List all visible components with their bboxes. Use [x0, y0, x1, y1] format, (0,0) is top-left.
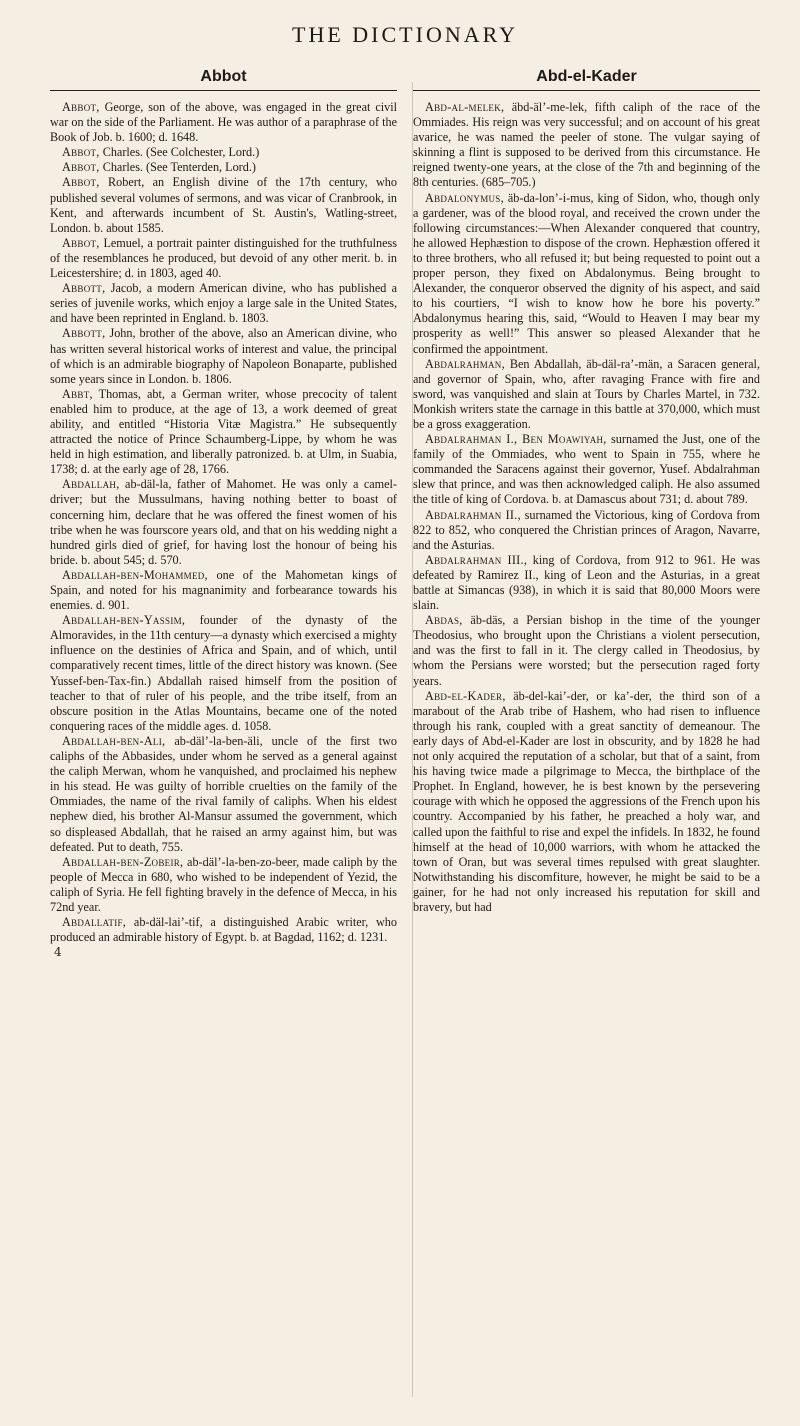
dictionary-entry [50, 326, 397, 386]
dictionary-entry [413, 357, 760, 432]
entry-headword: Abbt, [62, 386, 93, 401]
dictionary-entry [50, 145, 397, 160]
entry-headword: Abdallah-ben-Zobeir, [62, 854, 184, 869]
dictionary-entry [50, 613, 397, 734]
dictionary-entry [413, 432, 760, 507]
two-column-body [50, 68, 760, 959]
dictionary-entry [413, 613, 760, 688]
left-entries [50, 100, 397, 945]
entry-text: surnamed the Just, one of the family of the Ommiades, who went to Spain in 755, where he commanded the Saracens against their governor, Yusef. Abdalrahman slew that prince, and was then acknowledged caliph. He also assumed the title of king of Cordova. b. at Damascus about 731; d. about 789. [413, 432, 761, 507]
entry-text: king of Cordova, from 912 to 961. He was defeated by Ramirez II., king of Leon and the Asturias, in a great battle at Simancas (938), in which it is said that 80,000 Moors were slain. [413, 552, 760, 613]
entry-headword: Abbot, [62, 175, 100, 190]
dictionary-entry [413, 553, 760, 613]
entry-text: Jacob, a modern American divine, who has published a series of juvenile works, which enjoy a large sale in the United States, and have been reprinted in England. b. 1803. [50, 281, 397, 326]
dictionary-entry [50, 855, 397, 915]
entry-text: one of the Mahometan kings of Spain, and noted for his magnanimity and forbearance towards his enemies. d. 901. [50, 567, 397, 613]
right-entries [413, 100, 760, 915]
entry-headword: Abdas, [425, 613, 463, 628]
entry-headword: Abbott, [62, 326, 106, 341]
dictionary-entry [50, 477, 397, 568]
running-title: THE DICTIONARY [292, 22, 518, 47]
entry-headword: Abdallah-ben-Mohammed, [62, 567, 208, 582]
entry-headword: Abdalrahman III., [425, 552, 528, 567]
dictionary-entry [50, 281, 397, 326]
dictionary-entry [50, 160, 397, 175]
entry-headword: Abdallah-ben-Ali, [62, 733, 166, 748]
entry-headword: Abdallah, [62, 477, 120, 492]
entry-headword: Abdalrahman I., Ben Moawiyah, [425, 432, 607, 447]
left-column [50, 68, 397, 959]
dictionary-entry [413, 689, 760, 915]
column-divider [412, 82, 413, 1397]
dictionary-page [50, 22, 760, 959]
left-column-header: Abbot [50, 68, 397, 91]
entry-text: Lemuel, a portrait painter distinguished for the truthfulness of the resemblances he produced, but devoid of any other merit. b. in Leicestershire; d. in 1803, aged 40. [50, 235, 397, 281]
entry-text: Charles. (See Tenterden, Lord.) [99, 160, 256, 175]
entry-text: surnamed the Victorious, king of Cordova from 822 to 852, who conquered the Christian princes of Aragon, Navarre, and the Asturias. [413, 507, 760, 552]
right-column-header: Abd-el-Kader [413, 68, 760, 91]
entry-text: ab-däl-lai’-tif, a distinguished Arabic writer, who produced an admirable history of Egypt. b. at Bagdad, 1162; d. 1231. [50, 915, 397, 945]
dictionary-entry [413, 191, 760, 357]
entry-headword: Abbot, [62, 145, 100, 160]
page-number: 4 [54, 945, 62, 960]
entry-text: ab-däl’-la-ben-äli, uncle of the first two caliphs of the Abbasides, under whom he served as a general against the caliph Merwan, whom he vanquished, and proclaimed his nephew in his stead. He was guilty of horrible cruelties on the family of the Ommiades, the name of the rival family of caliphs. When his eldest nephew died, his brother Al-Mansur assumed the government, which so displeased Abdallah, that he raised an army against him, but was defeated. Put to death, 755. [50, 733, 397, 854]
entry-text: founder of the dynasty of the Almoravides, in the 11th century—a dynasty which exercised a mighty influence on the destinies of Africa and Spain, and of which, until comparatively recent times, little of the direct history was known. (See Yussef-ben-Tax-fin.) Abdallah raised himself from the position of teacher to that of ruler of his people, and the tribe itself, from an obscure position in the Atlas Mountains, became one of the noted conquering races of the middle ages. d. 1058. [50, 613, 397, 733]
dictionary-entry [50, 734, 397, 855]
entry-headword: Abdalonymus, [425, 190, 504, 205]
dictionary-entry [50, 915, 397, 945]
dictionary-entry [50, 387, 397, 478]
entry-text: ab-däl’-la-ben-zo-beer, made caliph by the people of Mecca in 680, who wished to be independent of Yezid, the caliph of Syria. He fell fighting bravely in the defence of Mecca, in his 72nd year. [50, 854, 397, 914]
entry-headword: Abbot, [62, 235, 100, 250]
entry-headword: Abdalrahman, [425, 356, 505, 371]
dictionary-entry [50, 568, 397, 613]
dictionary-entry [50, 100, 397, 145]
entry-text: ab-däl-la, father of Mahomet. He was only a camel-driver; but the Mussulmans, having nothing better to boast of concerning him, declare that he was offered the finest women of his tribe when he was fourscore years old, and that on his wedding night a hundred girls died of grief, for having lost the honour of being his bride. b. about 545; d. 570. [50, 477, 397, 567]
entry-headword: Abbot, [62, 160, 100, 175]
entry-headword: Abbott, [62, 281, 106, 296]
dictionary-entry [50, 175, 397, 235]
entry-text: George, son of the above, was engaged in the great civil war on the side of the Parliament. He was author of a paraphrase of the Book of Job. b. 1600; d. 1648. [50, 100, 397, 145]
dictionary-entry [50, 236, 397, 281]
right-column [413, 68, 760, 959]
entry-headword: Abdalrahman II., [425, 507, 521, 522]
dictionary-entry [413, 100, 760, 191]
entry-headword: Abbot, [62, 100, 100, 114]
entry-text: äb-däs, a Persian bishop in the time of the younger Theodosius, who brought upon the Christians a violent persecution, and was the first to fall in it. The clergy called in Theodosius, by whom the Persians were worsted; but the persecution raged forty years. [413, 613, 760, 688]
entry-text: äbd-äl’-me-lek, fifth caliph of the race of the Ommiades. His reign was very successful; and on account of his great avarice, he was named the peeler of stone. The vulgar saying of skinning a flint is supposed to be derived from this circumstance. He reigned twenty-one years, at the close of the 7th and beginning of the 8th centuries. (685–705.) [413, 100, 760, 190]
entry-text: Charles. (See Colchester, Lord.) [99, 145, 260, 160]
entry-text: äb-da-lon’-i-mus, king of Sidon, who, though only a gardener, was of the blood royal, and received the crown under the following circumstances:—When Alexander conquered that country, he allowed Hephæstion to dispose of the crown. Hephæstion offered it to three brothers, who all refused it; but being requested to point out a proper person, they fixed on Abdalonymus. Being brought to Alexander, the conqueror observed the dignity of his aspect, and said to his courtiers, “I wish to know how he bore his poverty.” Abdalonymus hearing this, said, “Would to Heaven I may bear my prosperity as well!” This answer so pleased Alexander that he confirmed the appointment. [413, 190, 760, 356]
dictionary-entry [413, 508, 760, 553]
entry-headword: Abdallatif, [62, 915, 127, 930]
entry-text: John, brother of the above, also an American divine, who has written several historical works of interest and value, the principal of which is an admirable biography of Napoleon Bonaparte, published some years since in London. b. 1806. [50, 326, 397, 386]
entry-text: Robert, an English divine of the 17th century, who published several volumes of sermons, and was vicar of Cranbrook, in Kent, and afterwards incumbent of St. Austin's, Watling-street, London. b. about 1585. [50, 175, 397, 235]
entry-text: Thomas, abt, a German writer, whose precocity of talent enabled him to produce, at the age of 13, a work deemed of great ability, and entitled “Historia Vitæ Magistra.” He subsequently attracted the notice of Prince Schaumberg-Lippe, by whom he was held in high estimation, and liberally patronized. b. at Ulm, in Suabia, 1738; d. at the early age of 28, 1766. [50, 386, 397, 477]
entry-text: Ben Abdallah, äb-däl-ra’-män, a Saracen general, and governor of Spain, who, after ravaging France with fire and sword, was vanquished and slain at Tours by Charles Martel, in 732. Monkish writers state the carnage in this battle at 370,000, which must be a gross exaggeration. [413, 356, 760, 431]
entry-headword: Abd-el-Kader, [425, 688, 506, 703]
entry-headword: Abd-al-melek, [425, 100, 505, 114]
entry-headword: Abdallah-ben-Yassim, [62, 613, 186, 628]
entry-text: äb-del-kai’-der, or ka’-der, the third son of a marabout of the Arab tribe of Hashem, who had risen to influence through his rank, coupled with a great sanctity of demeanour. The early days of Abd-el-Kader are lost in obscurity, and by 1828 he had not only acquired the reputation of a scholar, but that of a saint, from his having twice made a pilgrimage to Mecca, the birthplace of the Prophet. In England, however, he is best known by the persevering courage with which he opposed the aggressions of the French upon his country. Accompanied by his father, he preached a holy war, and called upon the faithful to rise and expel the infidels. In 1832, he found himself at the head of 10,000 warriors, with whom he attacked the town of Oran, but was several times repulsed with great slaughter. Notwithstanding his discomfiture, however, he might be said to be a gainer, for he had not only increased his reputation for skill and bravery, but had [413, 688, 760, 914]
